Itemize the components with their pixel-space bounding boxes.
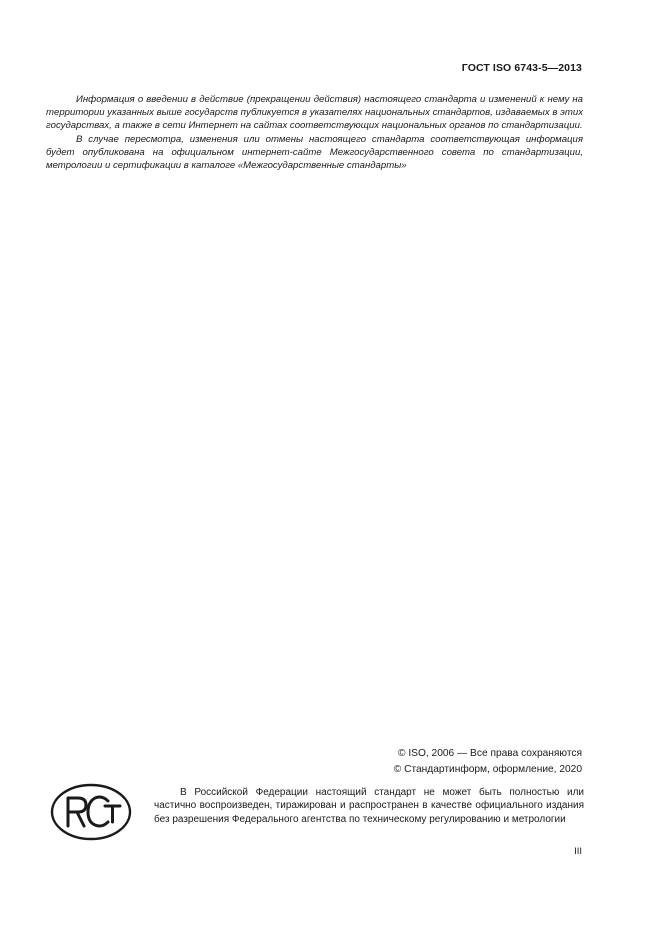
legal-notice-text: В Российской Федерации настоящий стандарт не может быть полностью или частично воспроизведен, тиражирован и распространен в качестве официального издания без разрешения Федерального агентства по техническому регулированию и метрологии [154,787,584,825]
notice-paragraph-2: В случае пересмотра, изменения или отмены настоящего стандарта соответствующая информация будет опубликована на официальном интернет-сайте Межгосударственного совета по стандартизации, метрологии и сертификации в каталоге «Межгосударственные стандарты» [46,133,583,172]
legal-notice [154,786,584,826]
page-number: III [574,846,582,857]
rst-certification-mark-icon [50,782,132,842]
notice-paragraph-1: Информация о введении в действие (прекращении действия) настоящего стандарта и изменений к нему на территории указанных выше государств публикуется в указателях национальных стандартов, издаваемых в этих государствах, а также в сети Интернет на сайтах соответствующих национальных органов по стандартизации. [46,94,583,132]
document-header-id: ГОСТ ISO 6743-5—2013 [461,62,582,74]
copyright-standartinform: © Стандартинформ, оформление, 2020 [393,764,582,775]
notice-block [46,93,583,172]
copyright-block [394,746,582,778]
copyright-iso: © ISO, 2006 — Все права сохраняются [398,748,582,759]
